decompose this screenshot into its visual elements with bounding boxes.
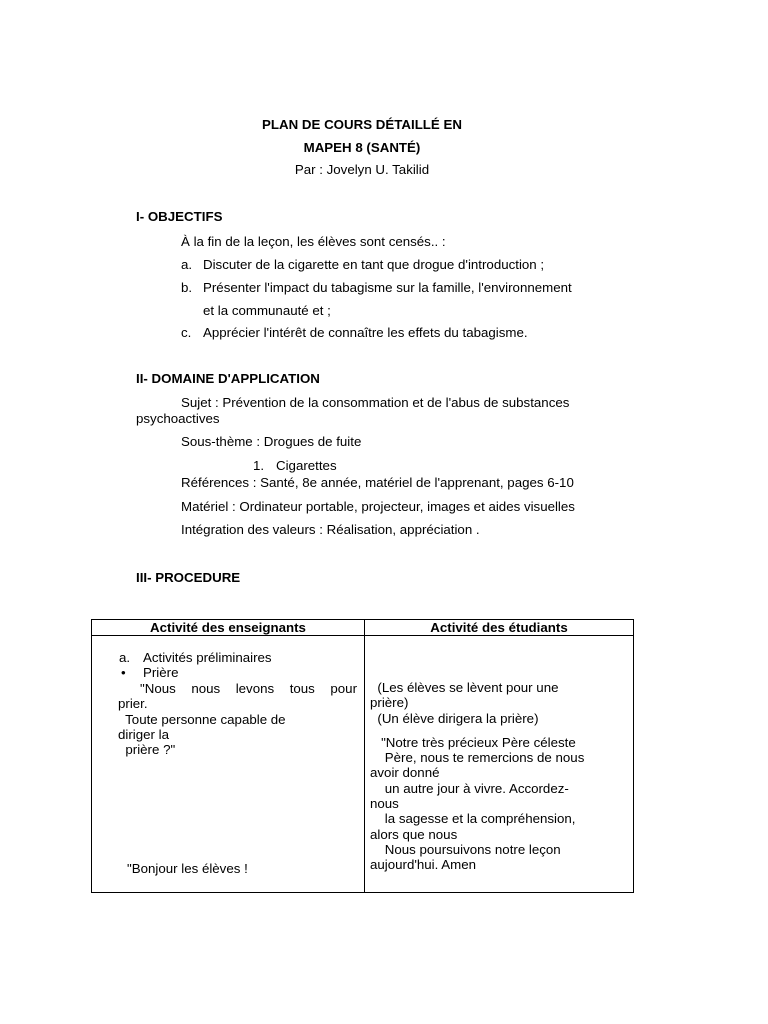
title-line-2: MAPEH 8 (SANTÉ) [303, 140, 421, 155]
title-line-1: PLAN DE COURS DÉTAILLÉ EN [262, 117, 462, 132]
table-left-border [91, 619, 92, 893]
student-line: nous [370, 796, 399, 812]
objectives-heading: I- OBJECTIFS [136, 209, 223, 224]
student-line: (Les élèves se lèvent pour une [370, 680, 559, 695]
student-line: un autre jour à vivre. Accordez- [370, 780, 569, 796]
student-response-text [370, 680, 628, 873]
teacher-activity-label: Activités préliminaires [143, 650, 272, 665]
objective-marker-b: b. [181, 280, 193, 295]
table-right-border [633, 619, 634, 893]
student-line: Père, nous te remercions de nous [370, 750, 585, 766]
teacher-greeting: "Bonjour les élèves ! [127, 861, 248, 876]
bullet-icon: • [121, 665, 126, 680]
student-line: avoir donné [370, 765, 440, 781]
student-line: "Notre très précieux Père céleste [370, 734, 576, 750]
table-header-students: Activité des étudiants [430, 620, 568, 635]
teacher-prayer-text [118, 681, 357, 757]
domain-subject-line-2: psychoactives [136, 411, 220, 426]
teacher-line: prière ?" [118, 742, 176, 758]
domain-heading: II- DOMAINE D'APPLICATION [136, 371, 320, 386]
student-line: la sagesse et la compréhension, [370, 811, 576, 827]
objectives-intro: À la fin de la leçon, les élèves sont censés.. : [181, 234, 446, 249]
objective-text-a: Discuter de la cigarette en tant que drogue d'introduction ; [203, 257, 545, 272]
table-bottom-border [91, 892, 634, 893]
author-line: Par : Jovelyn U. Takilid [294, 162, 430, 177]
student-line: alors que nous [370, 826, 458, 842]
teacher-line: prier. [118, 696, 148, 712]
objective-text-b: Présenter l'impact du tabagisme sur la famille, l'environnement [203, 280, 572, 295]
student-line [370, 726, 628, 735]
teacher-prayer-label: Prière [143, 665, 179, 680]
objective-marker-a: a. [181, 257, 193, 272]
domain-values: Intégration des valeurs : Réalisation, appréciation . [181, 522, 480, 537]
objective-text-b-cont: et la communauté et ; [203, 303, 331, 318]
student-line: (Un élève dirigera la prière) [370, 710, 539, 726]
student-line: Nous poursuivons notre leçon [370, 841, 561, 857]
objective-text-c: Apprécier l'intérêt de connaître les effets du tabagisme. [203, 325, 528, 340]
domain-subtheme: Sous-thème : Drogues de fuite [181, 434, 362, 449]
teacher-line: diriger la [118, 726, 169, 742]
domain-subject-line-1: Sujet : Prévention de la consommation et de l'abus de substances [181, 395, 570, 410]
table-header-teachers: Activité des enseignants [150, 620, 306, 635]
teacher-activity-marker: a. [119, 650, 131, 665]
domain-material: Matériel : Ordinateur portable, projecteur, images et aides visuelles [181, 499, 575, 514]
teacher-line: Toute personne capable de [118, 711, 286, 727]
domain-subtheme-marker: 1. [253, 458, 265, 473]
table-middle-border [364, 619, 365, 893]
student-line: aujourd'hui. Amen [370, 857, 477, 873]
domain-subtheme-item: Cigarettes [276, 458, 337, 473]
procedure-heading: III- PROCEDURE [136, 570, 241, 585]
domain-references: Références : Santé, 8e année, matériel de l'apprenant, pages 6-10 [181, 475, 574, 490]
objective-marker-c: c. [181, 325, 192, 340]
student-line: prière) [370, 695, 409, 711]
teacher-line: "Nous nous levons tous pour [140, 681, 357, 696]
